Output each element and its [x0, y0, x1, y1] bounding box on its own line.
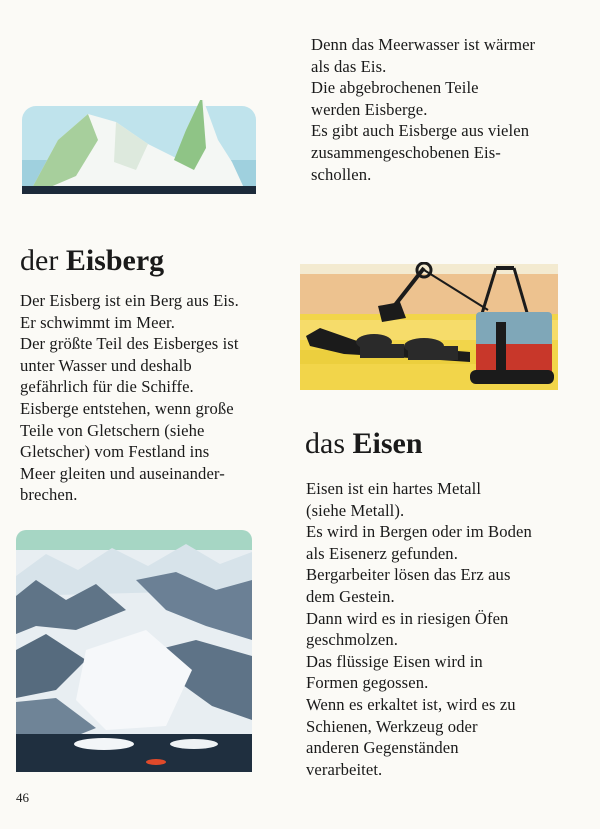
- eisen-heading: [305, 427, 423, 461]
- eisberg-article: der: [20, 244, 59, 277]
- text-line: Er schwimmt im Meer.: [20, 312, 176, 332]
- text-line: Eisen ist ein hartes Metall: [306, 479, 482, 498]
- text-line: schollen.: [311, 164, 372, 184]
- text-line: brechen.: [20, 485, 78, 505]
- text-line: Formen gegossen.: [306, 673, 429, 693]
- text-line: als das Eis.: [311, 56, 387, 76]
- text-line: unter Wasser und deshalb: [20, 355, 192, 375]
- text-line: Bergarbeiter lösen das Erz aus: [306, 565, 511, 585]
- text-line: Das flüssige Eisen wird in: [306, 651, 483, 671]
- text-line: Schienen, Werkzeug oder: [306, 716, 478, 736]
- page-number: 46: [16, 790, 29, 805]
- text-line: gefährlich für die Schiffe.: [20, 377, 194, 397]
- text-line: verarbeitet.: [306, 759, 383, 779]
- eisberg-text: [20, 290, 239, 506]
- text-line: Eisberge entstehen, wenn große: [20, 398, 234, 418]
- text-line: Es gibt auch Eisberge aus vielen: [311, 121, 530, 141]
- text-line: Teile von Gletschern (siehe: [20, 420, 205, 440]
- text-line: Wenn es erkaltet ist, wird es zu: [306, 694, 516, 714]
- glacier-illustration: [16, 530, 252, 772]
- excavator-illustration: [300, 262, 558, 392]
- iceberg-illustration: [18, 100, 260, 206]
- text-line: Es wird in Bergen oder im Boden: [306, 522, 532, 542]
- text-line: Die abgebrochenen Teile: [311, 78, 479, 98]
- eisberg-heading: [20, 244, 164, 278]
- eisen-article: das: [305, 427, 345, 460]
- text-line: Gletscher) vom Festland ins: [20, 442, 210, 462]
- text-line: Dann wird es in riesigen Öfen: [306, 608, 509, 628]
- text-line: dem Gestein.: [306, 586, 395, 606]
- text-line: Meer gleiten und auseinander-: [20, 463, 225, 483]
- text-line: (siehe Metall).: [306, 500, 405, 520]
- eisen-noun: Eisen: [352, 427, 423, 460]
- text-line: Der größte Teil des Eisberges ist: [20, 334, 239, 354]
- text-line: Der Eisberg ist ein Berg aus Eis.: [20, 291, 239, 310]
- text-line: geschmolzen.: [306, 630, 398, 650]
- text-line: anderen Gegenständen: [306, 738, 459, 758]
- text-line: zusammengeschobenen Eis-: [311, 142, 501, 162]
- eisen-text: [306, 478, 532, 780]
- text-line: Denn das Meerwasser ist wärmer: [311, 35, 536, 54]
- text-line: als Eisenerz gefunden.: [306, 543, 458, 563]
- eisberg-noun: Eisberg: [65, 244, 165, 277]
- continuation-text: [311, 34, 535, 185]
- text-line: werden Eisberge.: [311, 99, 428, 119]
